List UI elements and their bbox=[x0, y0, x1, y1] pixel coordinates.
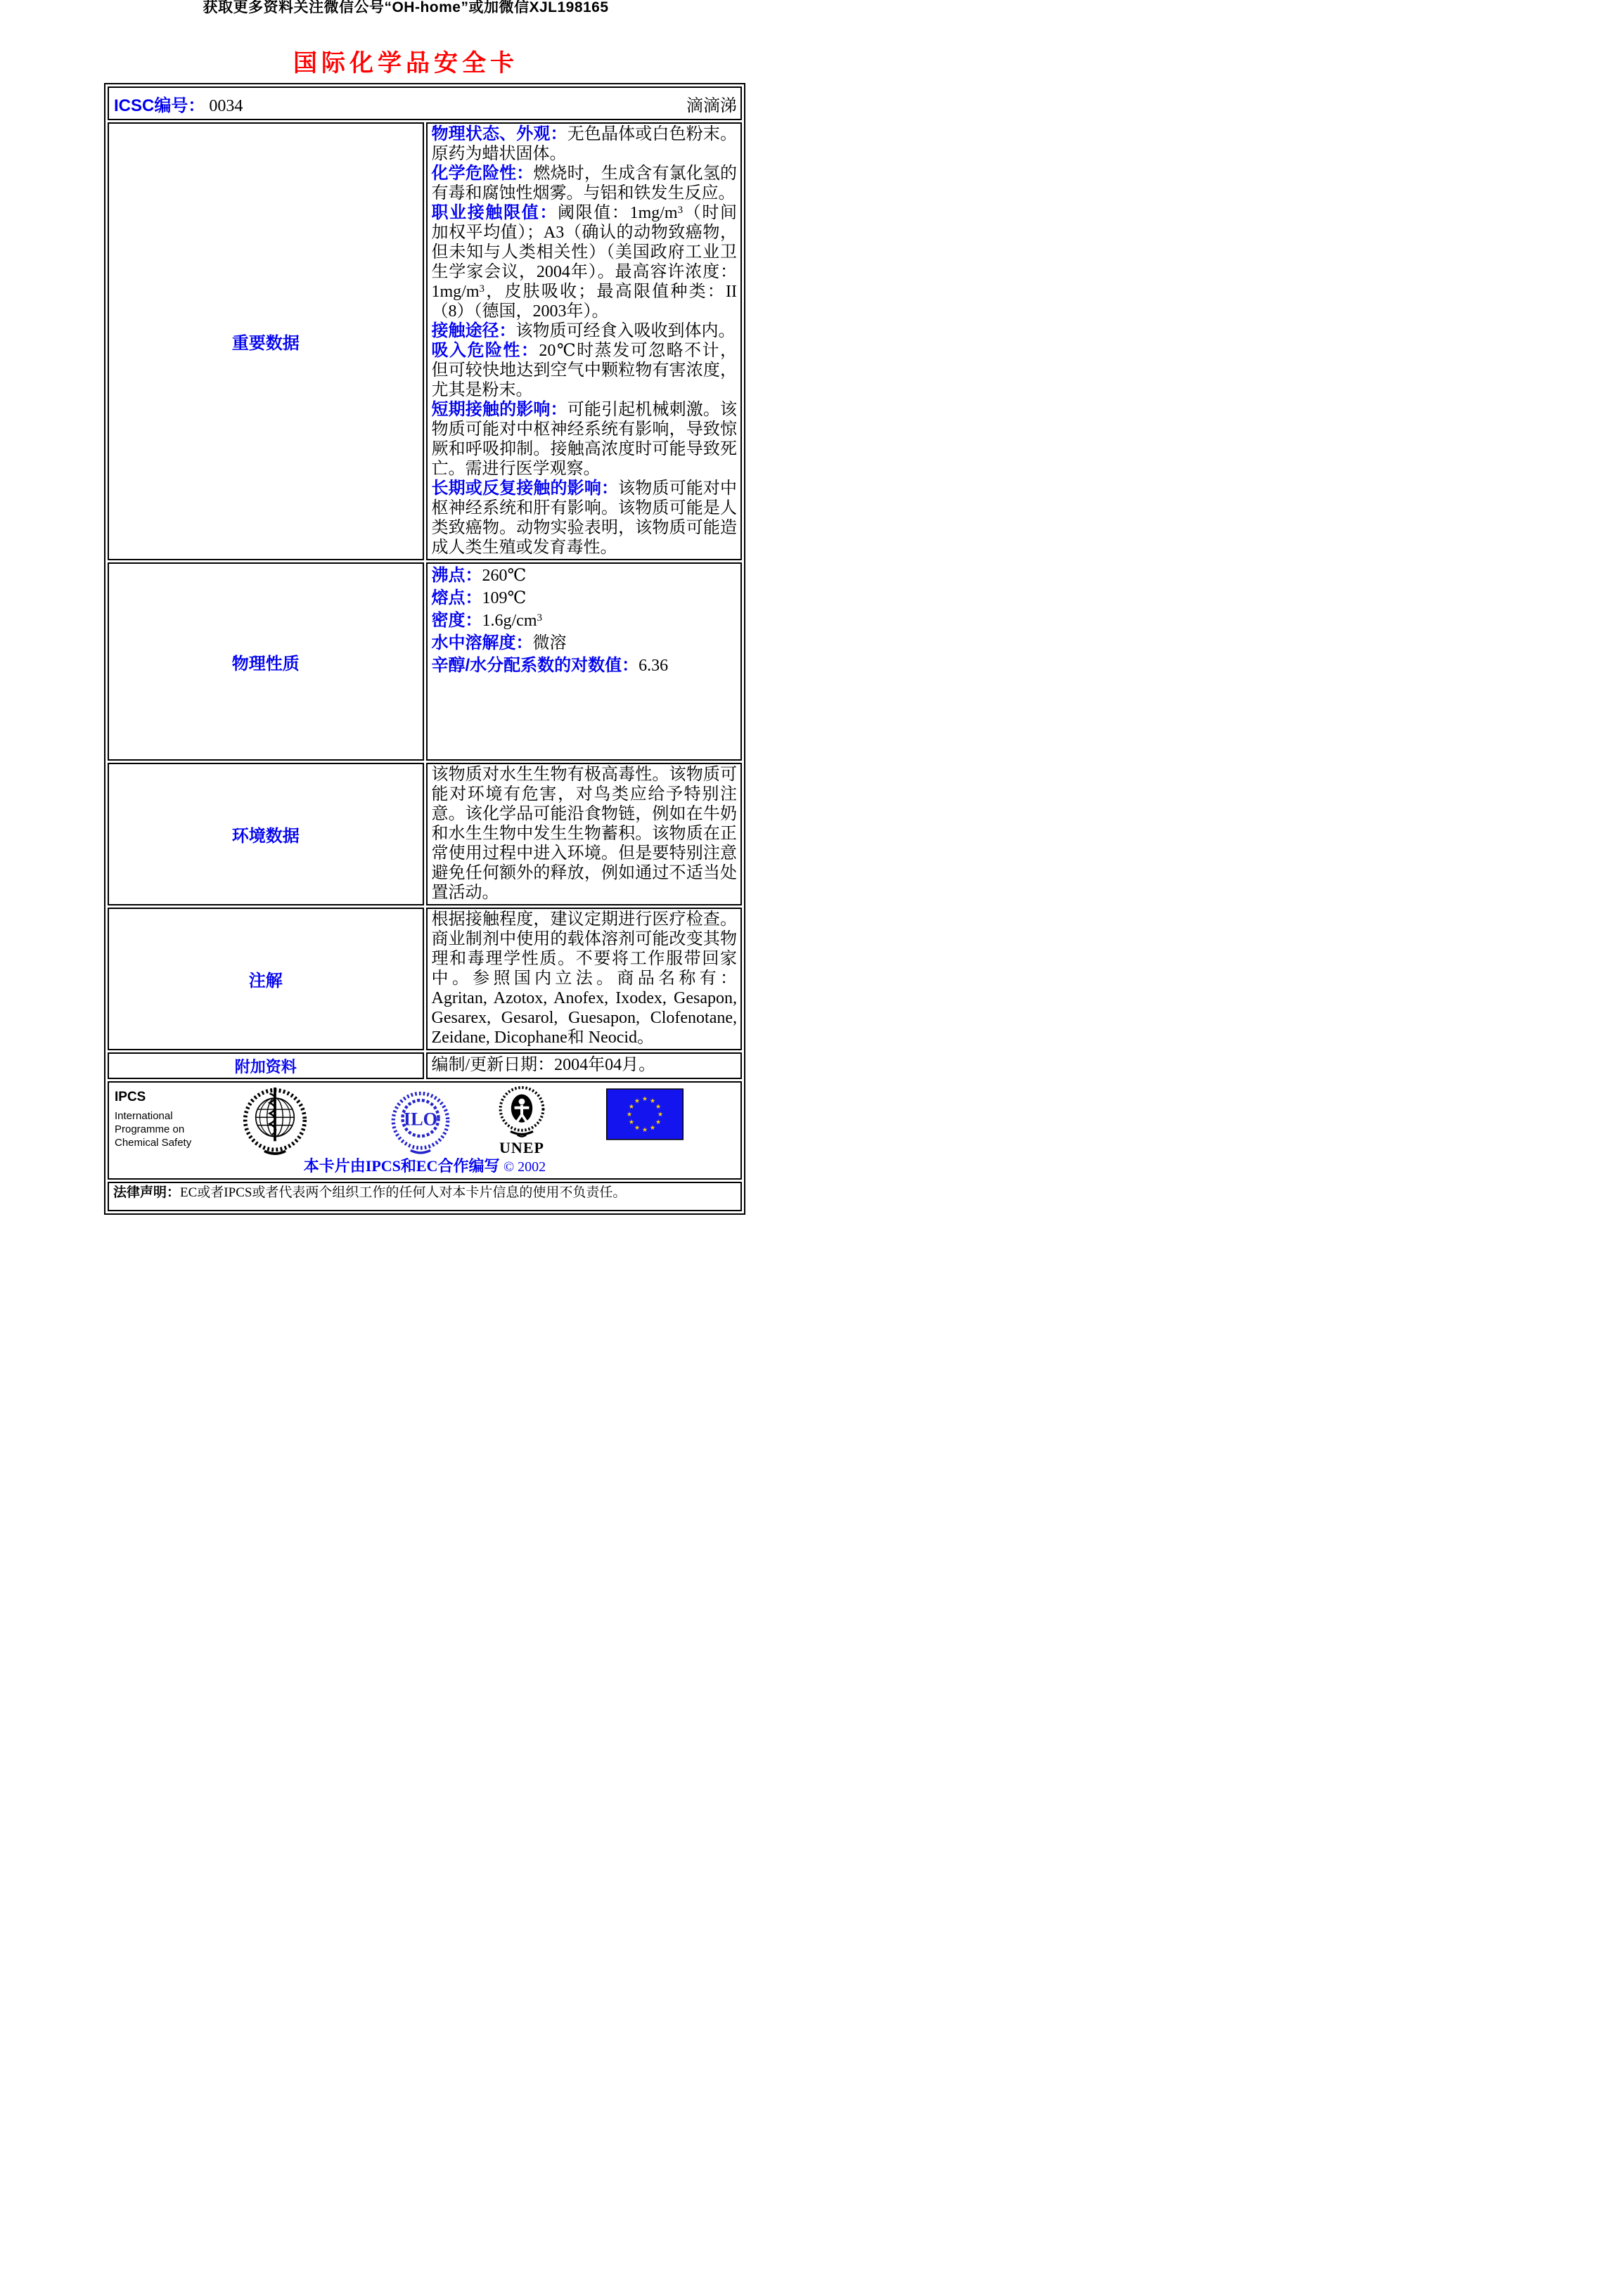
ipcs-text-block bbox=[115, 1090, 191, 1149]
field-label: 吸入危险性： bbox=[431, 341, 539, 360]
field-label: 熔点： bbox=[431, 588, 482, 607]
paragraph: 辛醇/水分配系数的对数值：6.36 bbox=[431, 656, 669, 675]
logos-row bbox=[108, 1081, 742, 1180]
field-label: 化学危险性： bbox=[431, 164, 534, 183]
physical-properties-row bbox=[108, 562, 742, 761]
field-label: 长期或反复接触的影响： bbox=[431, 479, 619, 498]
icsc-number-label: ICSC编号： bbox=[114, 96, 205, 115]
icsc-card-table bbox=[105, 84, 744, 1213]
additional-info-row bbox=[108, 1052, 742, 1079]
ilo-logo-text: ILO bbox=[403, 1108, 438, 1130]
ipcs-acronym: IPCS bbox=[115, 1090, 146, 1104]
field-label: 沸点： bbox=[431, 566, 482, 585]
field-label: 短期接触的影响： bbox=[431, 400, 567, 419]
copyright-text: © 2002 bbox=[503, 1159, 546, 1175]
legal-label: 法律声明： bbox=[113, 1185, 181, 1200]
ipcs-line3: Chemical Safety bbox=[115, 1137, 192, 1149]
section-label-environmental-data: 环境数据 bbox=[108, 763, 424, 905]
legal-text: EC或者IPCS或者代表两个组织工作的任何人对本卡片信息的使用不负责任。 bbox=[180, 1185, 627, 1200]
physical-properties-content bbox=[426, 562, 743, 761]
additional-info-content bbox=[426, 1052, 743, 1079]
paragraph: 熔点：109℃ bbox=[431, 588, 527, 607]
section-label-additional-info: 附加资料 bbox=[108, 1052, 424, 1079]
paragraph: 沸点：260℃ bbox=[431, 566, 527, 585]
paragraph: 该物质对水生生物有极高毒性。该物质可能对环境有危害，对鸟类应给予特别注意。该化学品可能沿食物链，例如在牛奶和水生生物中发生生物蓄积。该物质在正常使用过程中进入环境。但是要特别注意避免任何额外的释放，例如通过不适当处置活动。 bbox=[431, 766, 737, 902]
unep-logo-text: UNEP bbox=[499, 1139, 544, 1156]
field-label: 水中溶解度： bbox=[431, 633, 533, 652]
field-label: 物理状态、外观： bbox=[431, 124, 567, 143]
notes-row bbox=[108, 908, 742, 1050]
ipcs-line2: Programme on bbox=[115, 1123, 185, 1135]
important-data-content bbox=[426, 122, 743, 560]
paragraph: 短期接触的影响：可能引起机械刺激。该物质可能对中枢神经系统有影响，导致惊厥和呼吸抑制。接触高浓度时可能导致死亡。需进行医学观察。 bbox=[431, 400, 738, 478]
icsc-card bbox=[104, 83, 745, 1215]
logos-cell bbox=[108, 1081, 742, 1180]
eu-flag-icon bbox=[606, 1088, 684, 1144]
important-data-row bbox=[108, 122, 742, 560]
ilo-logo-icon bbox=[390, 1085, 451, 1161]
icsc-number-group bbox=[114, 91, 243, 116]
watermark-annotation: 获取更多资料关注微信公号“OH-home”或加微信XJL198165 bbox=[203, 0, 609, 15]
icsc-document-page bbox=[0, 0, 812, 1200]
paragraph: 吸入危险性：20℃时蒸发可忽略不计，但可较快地达到空气中颗粒物有害浓度，尤其是粉末。 bbox=[431, 341, 737, 399]
field-label: 密度： bbox=[431, 611, 482, 630]
paragraph: 水中溶解度：微溶 bbox=[431, 633, 567, 652]
section-label-important-data: 重要数据 bbox=[108, 122, 424, 560]
ipcs-line1: International bbox=[115, 1110, 173, 1122]
substance-name: 滴滴涕 bbox=[686, 96, 737, 115]
paragraph: 编制/更新日期：2004年04月。 bbox=[431, 1056, 656, 1074]
page-title: 国际化学品安全卡 bbox=[293, 51, 518, 77]
paragraph: 根据接触程度，建议定期进行医疗检查。商业制剂中使用的载体溶剂可能改变其物理和毒理学性质。不要将工作服带回家中。参照国内立法。商品名称有：Agritan, Azotox, Anofex, Ixodex, Gesapon, Gesarex, Gesarol, Guesapon, Clofenotane, Zeidane, Dicophane和 Neocid。 bbox=[431, 910, 737, 1047]
who-logo-icon bbox=[242, 1084, 308, 1162]
cooperation-caption bbox=[109, 1154, 740, 1176]
notes-content bbox=[426, 908, 743, 1050]
paragraph: 物理状态、外观：无色晶体或白色粉末。原药为蜡状固体。 bbox=[431, 124, 738, 163]
icsc-number-value: 0034 bbox=[209, 96, 243, 115]
header-row bbox=[108, 86, 742, 120]
paragraph: 化学危险性：燃烧时，生成含有氯化氢的有毒和腐蚀性烟雾。与铝和铁发生反应。 bbox=[431, 164, 738, 202]
field-label: 职业接触限值： bbox=[431, 203, 558, 222]
field-label: 接触途径： bbox=[431, 321, 516, 340]
environmental-data-row bbox=[108, 763, 742, 905]
environmental-data-content bbox=[426, 763, 743, 905]
legal-row bbox=[108, 1182, 742, 1211]
section-label-notes: 注解 bbox=[108, 908, 424, 1050]
unep-logo-icon bbox=[494, 1084, 550, 1155]
header-cell bbox=[108, 86, 742, 120]
paragraph: 职业接触限值：阈限值：$1mg/m^3$（时间加权平均值）；A3（确认的动物致癌物，但未知与人类相关性）（美国政府工业卫生学家会议，2004年）。最高容许浓度：$1mg/m^3$，皮肤吸收；最高限值种类：II（8）（德国，2003年）。 bbox=[431, 203, 738, 321]
cooperation-caption-text: 本卡片由IPCS和EC合作编写 bbox=[303, 1157, 500, 1175]
legal-cell bbox=[108, 1182, 742, 1211]
section-label-physical-properties: 物理性质 bbox=[108, 562, 424, 761]
paragraph: 长期或反复接触的影响：该物质可能对中枢神经系统和肝有影响。该物质可能是人类致癌物。动物实验表明，该物质可能造成人类生殖或发育毒性。 bbox=[431, 479, 738, 557]
field-label: 辛醇/水分配系数的对数值： bbox=[431, 656, 639, 675]
paragraph: 密度：$1.6g/cm^3$ bbox=[431, 611, 542, 630]
paragraph: 接触途径：该物质可经食入吸收到体内。 bbox=[431, 321, 736, 340]
